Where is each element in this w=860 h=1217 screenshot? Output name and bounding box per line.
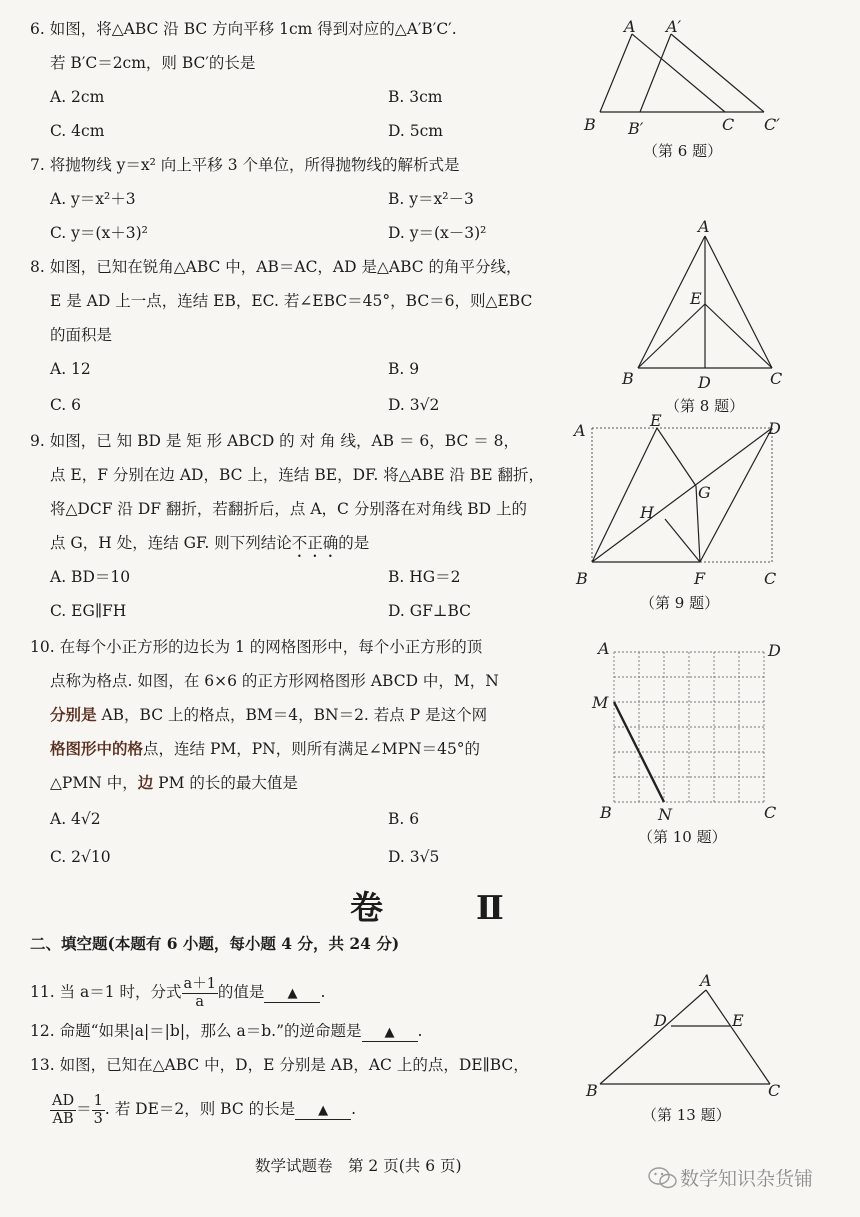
q10-line2: 点称为格点. 如图，在 6×6 的正方形网格图形 ABCD 中，M，N xyxy=(50,672,499,690)
q6-option-d: D. 5cm xyxy=(388,122,443,140)
q7-option-a: A. y＝x²＋3 xyxy=(50,190,136,208)
q9-line4-post: 的是 xyxy=(338,534,370,552)
fig13-label-e: E xyxy=(732,1011,744,1030)
q13-answer-blank[interactable]: ▲ xyxy=(295,1103,351,1120)
wechat-icon xyxy=(648,1166,678,1190)
fig6-label-c: C xyxy=(722,115,735,134)
fig6-label-a-prime: A′ xyxy=(666,17,682,36)
figure-9-diagram xyxy=(570,414,800,594)
fig6-label-c-prime: C′ xyxy=(764,115,780,134)
fig9-label-b: B xyxy=(576,569,588,588)
q8-line2: E 是 AD 上一点，连结 EB，EC. 若∠EBC＝45°，BC＝6，则△EBC xyxy=(50,292,533,310)
fig10-label-d: D xyxy=(768,641,781,660)
q9-line2: 点 E，F 分别在边 AD，BC 上，连结 BE，DF. 将△ABE 沿 BE 翻折， xyxy=(50,466,544,484)
fig9-label-a: A xyxy=(574,421,586,440)
q9-line4 xyxy=(50,532,369,561)
q10-line3-rest: AB，BC 上的格点，BM＝4，BN＝2. 若点 P 是这个网 xyxy=(96,706,488,724)
q8-option-c: C. 6 xyxy=(50,396,82,414)
page-footer: 数学试题卷 第 2 页(共 6 页) xyxy=(255,1157,462,1175)
q13-fraction-2 xyxy=(92,1093,105,1128)
q8-line3: 的面积是 xyxy=(50,326,113,344)
fig6-label-b-prime: B′ xyxy=(628,119,644,138)
q10-option-c: C. 2√10 xyxy=(50,848,111,866)
q6-option-c: C. 4cm xyxy=(50,122,105,140)
fig10-label-b: B xyxy=(600,803,612,822)
q10-line1: 10. 在每个小正方形的边长为 1 的网格图形中，每个小正方形的顶 xyxy=(30,638,483,656)
q13-line1: 13. 如图，已知在△ABC 中，D，E 分别是 AB，AC 上的点，DE∥BC， xyxy=(30,1056,529,1074)
fig6-label-a: A xyxy=(624,17,636,36)
q9-option-c: C. EG∥FH xyxy=(50,602,127,620)
q13-fraction-1 xyxy=(50,1093,76,1128)
fig10-label-a: A xyxy=(598,639,610,658)
section-title: 二、填空题(本题有 6 小题，每小题 4 分，共 24 分) xyxy=(30,934,400,953)
q11-numerator: a＋1 xyxy=(183,975,216,992)
fig9-label-g: G xyxy=(698,483,711,502)
q7-option-d: D. y＝(x－3)² xyxy=(388,224,487,242)
figure-13-caption: （第 13 题） xyxy=(642,1106,731,1124)
q8-line1: 8. 如图，已知在锐角△ABC 中，AB＝AC，AD 是△ABC 的角平分线， xyxy=(30,258,522,276)
fig10-label-n: N xyxy=(658,805,672,823)
q12-answer-blank[interactable]: ▲ xyxy=(362,1025,418,1042)
fig8-label-c: C xyxy=(770,369,783,388)
q10-line5-a: △PMN 中， xyxy=(50,774,138,792)
q10-option-a: A. 4√2 xyxy=(50,810,101,828)
q8-option-b: B. 9 xyxy=(388,360,420,378)
fig8-label-b: B xyxy=(622,369,634,388)
q7-line1: 7. 将抛物线 y＝x² 向上平移 3 个单位，所得抛物线的解析式是 xyxy=(30,156,460,174)
fig9-label-f: F xyxy=(694,569,706,588)
q12-end: . xyxy=(417,1022,423,1040)
q11-denominator: a xyxy=(195,993,205,1010)
q12-line xyxy=(30,1020,422,1042)
q10-line4-rest: 点，连结 PM，PN，则所有满足∠MPN＝45°的 xyxy=(143,740,481,758)
q7-option-c: C. y＝(x＋3)² xyxy=(50,224,148,242)
q7-option-b: B. y＝x²－3 xyxy=(388,190,474,208)
q6-option-a: A. 2cm xyxy=(50,88,105,106)
figure-8-caption: （第 8 题） xyxy=(665,397,745,415)
q9-line1: 9. 如图，已 知 BD 是 矩 形 ABCD 的 对 角 线，AB ＝ 6，BC ＝ 8， xyxy=(30,432,520,450)
fig9-label-e: E xyxy=(650,414,662,430)
fig6-label-b: B xyxy=(584,115,596,134)
fig13-label-c: C xyxy=(768,1081,781,1100)
q10-option-b: B. 6 xyxy=(388,810,420,828)
figure-9-caption: （第 9 题） xyxy=(640,594,720,612)
section-heading: 卷 Ⅱ xyxy=(350,888,534,927)
q10-line5-c: PM 的长的最大值是 xyxy=(153,774,298,792)
q13-equals: ＝ xyxy=(76,1100,92,1118)
q9-option-a: A. BD＝10 xyxy=(50,568,131,586)
q11-line xyxy=(30,975,325,1011)
q9-line4-pre: 点 G，H 处，连结 GF. 则下列结论 xyxy=(50,534,292,552)
q12-pre: 12. 命题“如果|a|＝|b|，那么 a＝b.”的逆命题是 xyxy=(30,1022,362,1040)
figure-6-caption: （第 6 题） xyxy=(643,142,723,160)
q9-line4-emphasis: 不正确 xyxy=(291,534,339,552)
q11-fraction xyxy=(182,976,218,1011)
q9-option-b: B. HG＝2 xyxy=(388,568,461,586)
q8-option-d: D. 3√2 xyxy=(388,396,440,414)
fig9-label-c: C xyxy=(764,569,777,588)
watermark-text: 数学知识杂货铺 xyxy=(680,1168,814,1190)
fig8-label-a: A xyxy=(698,218,710,236)
q11-post: 的值是 xyxy=(217,983,265,1001)
fig13-label-d: D xyxy=(654,1011,667,1030)
figure-10-caption: （第 10 题） xyxy=(638,828,727,846)
figure-10-grid-diagram xyxy=(588,638,788,823)
q9-option-d: D. GF⊥BC xyxy=(388,602,471,620)
q10-line5-bold: 边 xyxy=(137,773,154,792)
q10-line4-bold: 格图形中的格 xyxy=(50,739,144,758)
q9-line3: 将△DCF 沿 DF 翻折，若翻折后，点 A，C 分别落在对角线 BD 上的 xyxy=(50,500,528,518)
fig13-label-a: A xyxy=(700,971,712,990)
q13-denominator-1: AB xyxy=(52,1110,74,1127)
q11-end: . xyxy=(320,983,326,1001)
q13-numerator-1: AD xyxy=(52,1092,75,1109)
q6-line2: 若 B′C＝2cm，则 BC′的长是 xyxy=(50,54,256,72)
fig10-label-m: M xyxy=(592,693,609,712)
q13-denominator-2: 3 xyxy=(93,1110,103,1127)
q11-answer-blank[interactable]: ▲ xyxy=(264,986,320,1003)
q13-end: . xyxy=(351,1100,357,1118)
q10-line3 xyxy=(50,704,487,726)
q6-line1: 6. 如图，将△ABC 沿 BC 方向平移 1cm 得到对应的△A′B′C′. xyxy=(30,20,457,38)
fig8-label-d: D xyxy=(698,373,711,392)
q13-post: . 若 DE＝2，则 BC 的长是 xyxy=(104,1100,296,1118)
fig9-label-h: H xyxy=(640,503,654,522)
q13-numerator-2: 1 xyxy=(93,1092,103,1109)
q10-line3-bold: 分别是 xyxy=(50,705,97,724)
fig10-label-c: C xyxy=(764,803,777,822)
fig9-label-d: D xyxy=(768,419,781,438)
figure-8-diagram xyxy=(610,218,790,398)
q10-option-d: D. 3√5 xyxy=(388,848,440,866)
q10-line5 xyxy=(50,772,298,794)
q10-line4 xyxy=(50,738,480,760)
fig13-label-b: B xyxy=(586,1081,598,1100)
fig8-label-e: E xyxy=(690,289,702,308)
figure-13-diagram xyxy=(578,970,788,1100)
q8-option-a: A. 12 xyxy=(50,360,91,378)
q6-option-b: B. 3cm xyxy=(388,88,443,106)
figure-6-diagram xyxy=(578,12,798,142)
q11-pre: 11. 当 a＝1 时，分式 xyxy=(30,983,182,1001)
q13-line2 xyxy=(50,1090,356,1128)
